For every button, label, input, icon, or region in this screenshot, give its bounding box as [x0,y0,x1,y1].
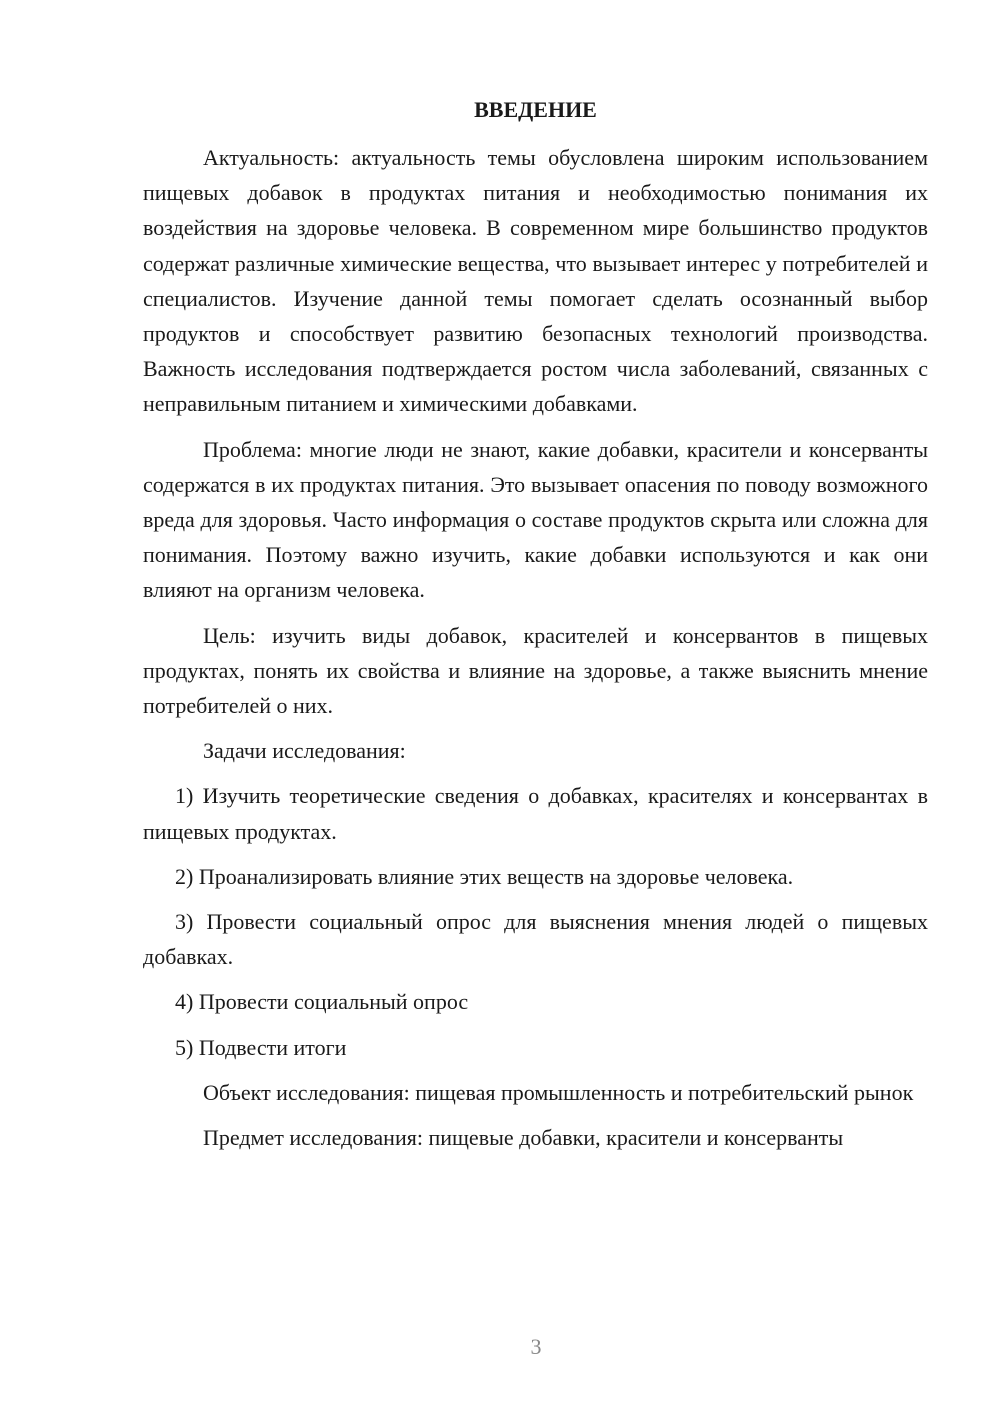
paragraph-relevance: Актуальность: актуальность темы обусловлена широким использованием пищевых добавок в продуктах питания и необходимостью понимания их воздействия на здоровье человека. В современном мире большинство продуктов содержат различные химические вещества, что вызывает интерес у потребителей и специалистов. Изучение данной темы помогает сделать осознанный выбор продуктов и способствует развитию безопасных технологий производства. Важность исследования подтверждается ростом числа заболеваний, связанных с неправильным питанием и химическими добавками. [143,145,928,417]
task-item-5: 5) Подвести итоги [175,1034,347,1060]
page-content [143,92,928,1165]
paragraph-subject: Предмет исследования: пищевые добавки, красители и консерванты [203,1125,844,1151]
section-heading: ВВЕДЕНИЕ [474,97,597,122]
paragraph-goal: Цель: изучить виды добавок, красителей и консервантов в пищевых продуктах, понять их свойства и влияние на здоровье, а также выяснить мнение потребителей о них. [143,622,928,719]
page-number: 3 [530,1334,542,1359]
task-item-2: 2) Проанализировать влияние этих веществ на здоровье человека. [175,863,794,889]
paragraph-problem: Проблема: многие люди не знают, какие добавки, красители и консерванты содержатся в их продуктах питания. Это вызывает опасения по поводу возможного вреда для здоровья. Часто информация о составе продуктов скрыта или сложна для понимания. Поэтому важно изучить, какие добавки используются и как они влияют на организм человека. [143,436,928,603]
paragraph-object: Объект исследования: пищевая промышленность и потребительский рынок [203,1079,914,1105]
tasks-title: Задачи исследования: [203,738,406,764]
task-item-3: 3) Провести социальный опрос для выяснения мнения людей о пищевых добавках. [143,909,928,970]
task-item-4: 4) Провести социальный опрос [175,989,469,1015]
task-item-1: 1) Изучить теоретические сведения о добавках, красителях и консервантах в пищевых продуктах. [143,783,928,844]
